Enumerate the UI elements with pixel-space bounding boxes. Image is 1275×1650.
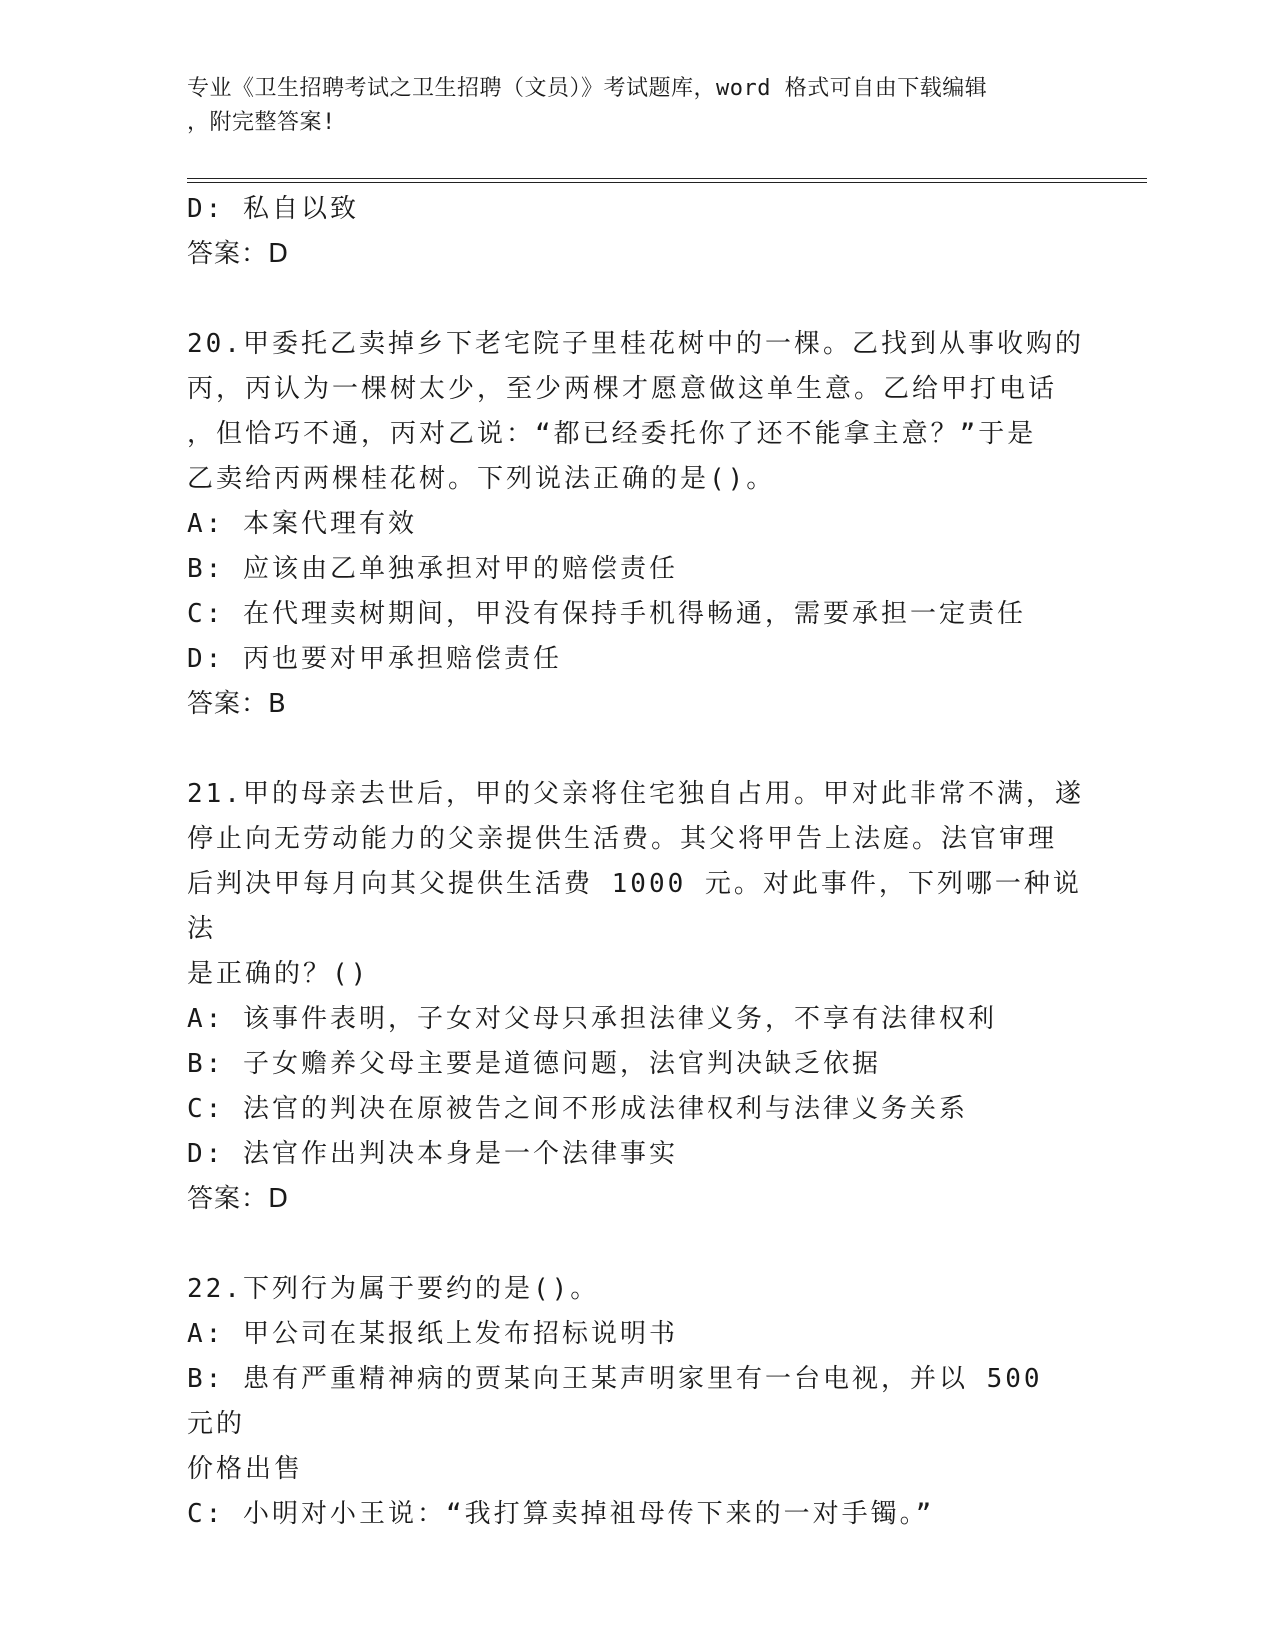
option-d: D: 法官作出判决本身是一个法律事实 xyxy=(187,1139,678,1169)
option-b: B: 应该由乙单独承担对甲的赔偿责任 xyxy=(187,554,678,584)
question-22 xyxy=(187,1267,1087,1537)
option-a: A: 甲公司在某报纸上发布招标说明书 xyxy=(187,1319,678,1349)
document-header xyxy=(187,72,1067,140)
question-21 xyxy=(187,772,1087,1222)
question-content xyxy=(187,187,1087,1537)
question-text-line: ，但恰巧不通，丙对乙说：“都已经委托你了还不能拿主意？”于是 xyxy=(187,419,1037,449)
header-line-1: 专业《卫生招聘考试之卫生招聘（文员）》考试题库，word 格式可自由下载编辑 xyxy=(187,76,988,101)
header-divider xyxy=(187,178,1147,183)
option-c: C: 在代理卖树期间，甲没有保持手机得畅通，需要承担一定责任 xyxy=(187,599,1026,629)
answer: 答案：D xyxy=(187,1184,290,1214)
question-text-line: 是正确的？() xyxy=(187,959,370,989)
question-text-line: 停止向无劳动能力的父亲提供生活费。其父将甲告上法庭。法官审理 xyxy=(187,824,1058,854)
question-text-line: 丙，丙认为一棵树太少，至少两棵才愿意做这单生意。乙给甲打电话 xyxy=(187,374,1058,404)
spacer xyxy=(187,727,1087,772)
option-d: D: 丙也要对甲承担赔偿责任 xyxy=(187,644,562,674)
spacer xyxy=(187,277,1087,322)
option-b-continued: 价格出售 xyxy=(187,1454,304,1484)
question-20 xyxy=(187,322,1087,727)
option-c: C: 法官的判决在原被告之间不形成法律权利与法律义务关系 xyxy=(187,1094,968,1124)
prev-option-d: D: 私自以致 xyxy=(187,194,359,224)
header-line-2: ，附完整答案! xyxy=(187,110,336,135)
spacer xyxy=(187,1222,1087,1267)
answer: 答案：B xyxy=(187,689,287,719)
option-b: B: 子女赡养父母主要是道德问题，法官判决缺乏依据 xyxy=(187,1049,881,1079)
option-c: C: 小明对小王说：“我打算卖掉祖母传下来的一对手镯。” xyxy=(187,1499,935,1529)
option-a: A: 本案代理有效 xyxy=(187,509,417,539)
question-text-line: 后判决甲每月向其父提供生活费 1000 元。对此事件，下列哪一种说法 xyxy=(187,869,1082,944)
question-text-line: 20.甲委托乙卖掉乡下老宅院子里桂花树中的一棵。乙找到从事收购的 xyxy=(187,329,1084,359)
prev-answer: 答案：D xyxy=(187,239,290,269)
question-text-line: 乙卖给丙两棵桂花树。下列说法正确的是()。 xyxy=(187,464,776,494)
option-a: A: 该事件表明，子女对父母只承担法律义务，不享有法律权利 xyxy=(187,1004,997,1034)
option-b: B: 患有严重精神病的贾某向王某声明家里有一台电视，并以 500 元的 xyxy=(187,1364,1043,1439)
question-text-line: 21.甲的母亲去世后，甲的父亲将住宅独自占用。甲对此非常不满，遂 xyxy=(187,779,1084,809)
question-text-line: 22.下列行为属于要约的是()。 xyxy=(187,1274,600,1304)
